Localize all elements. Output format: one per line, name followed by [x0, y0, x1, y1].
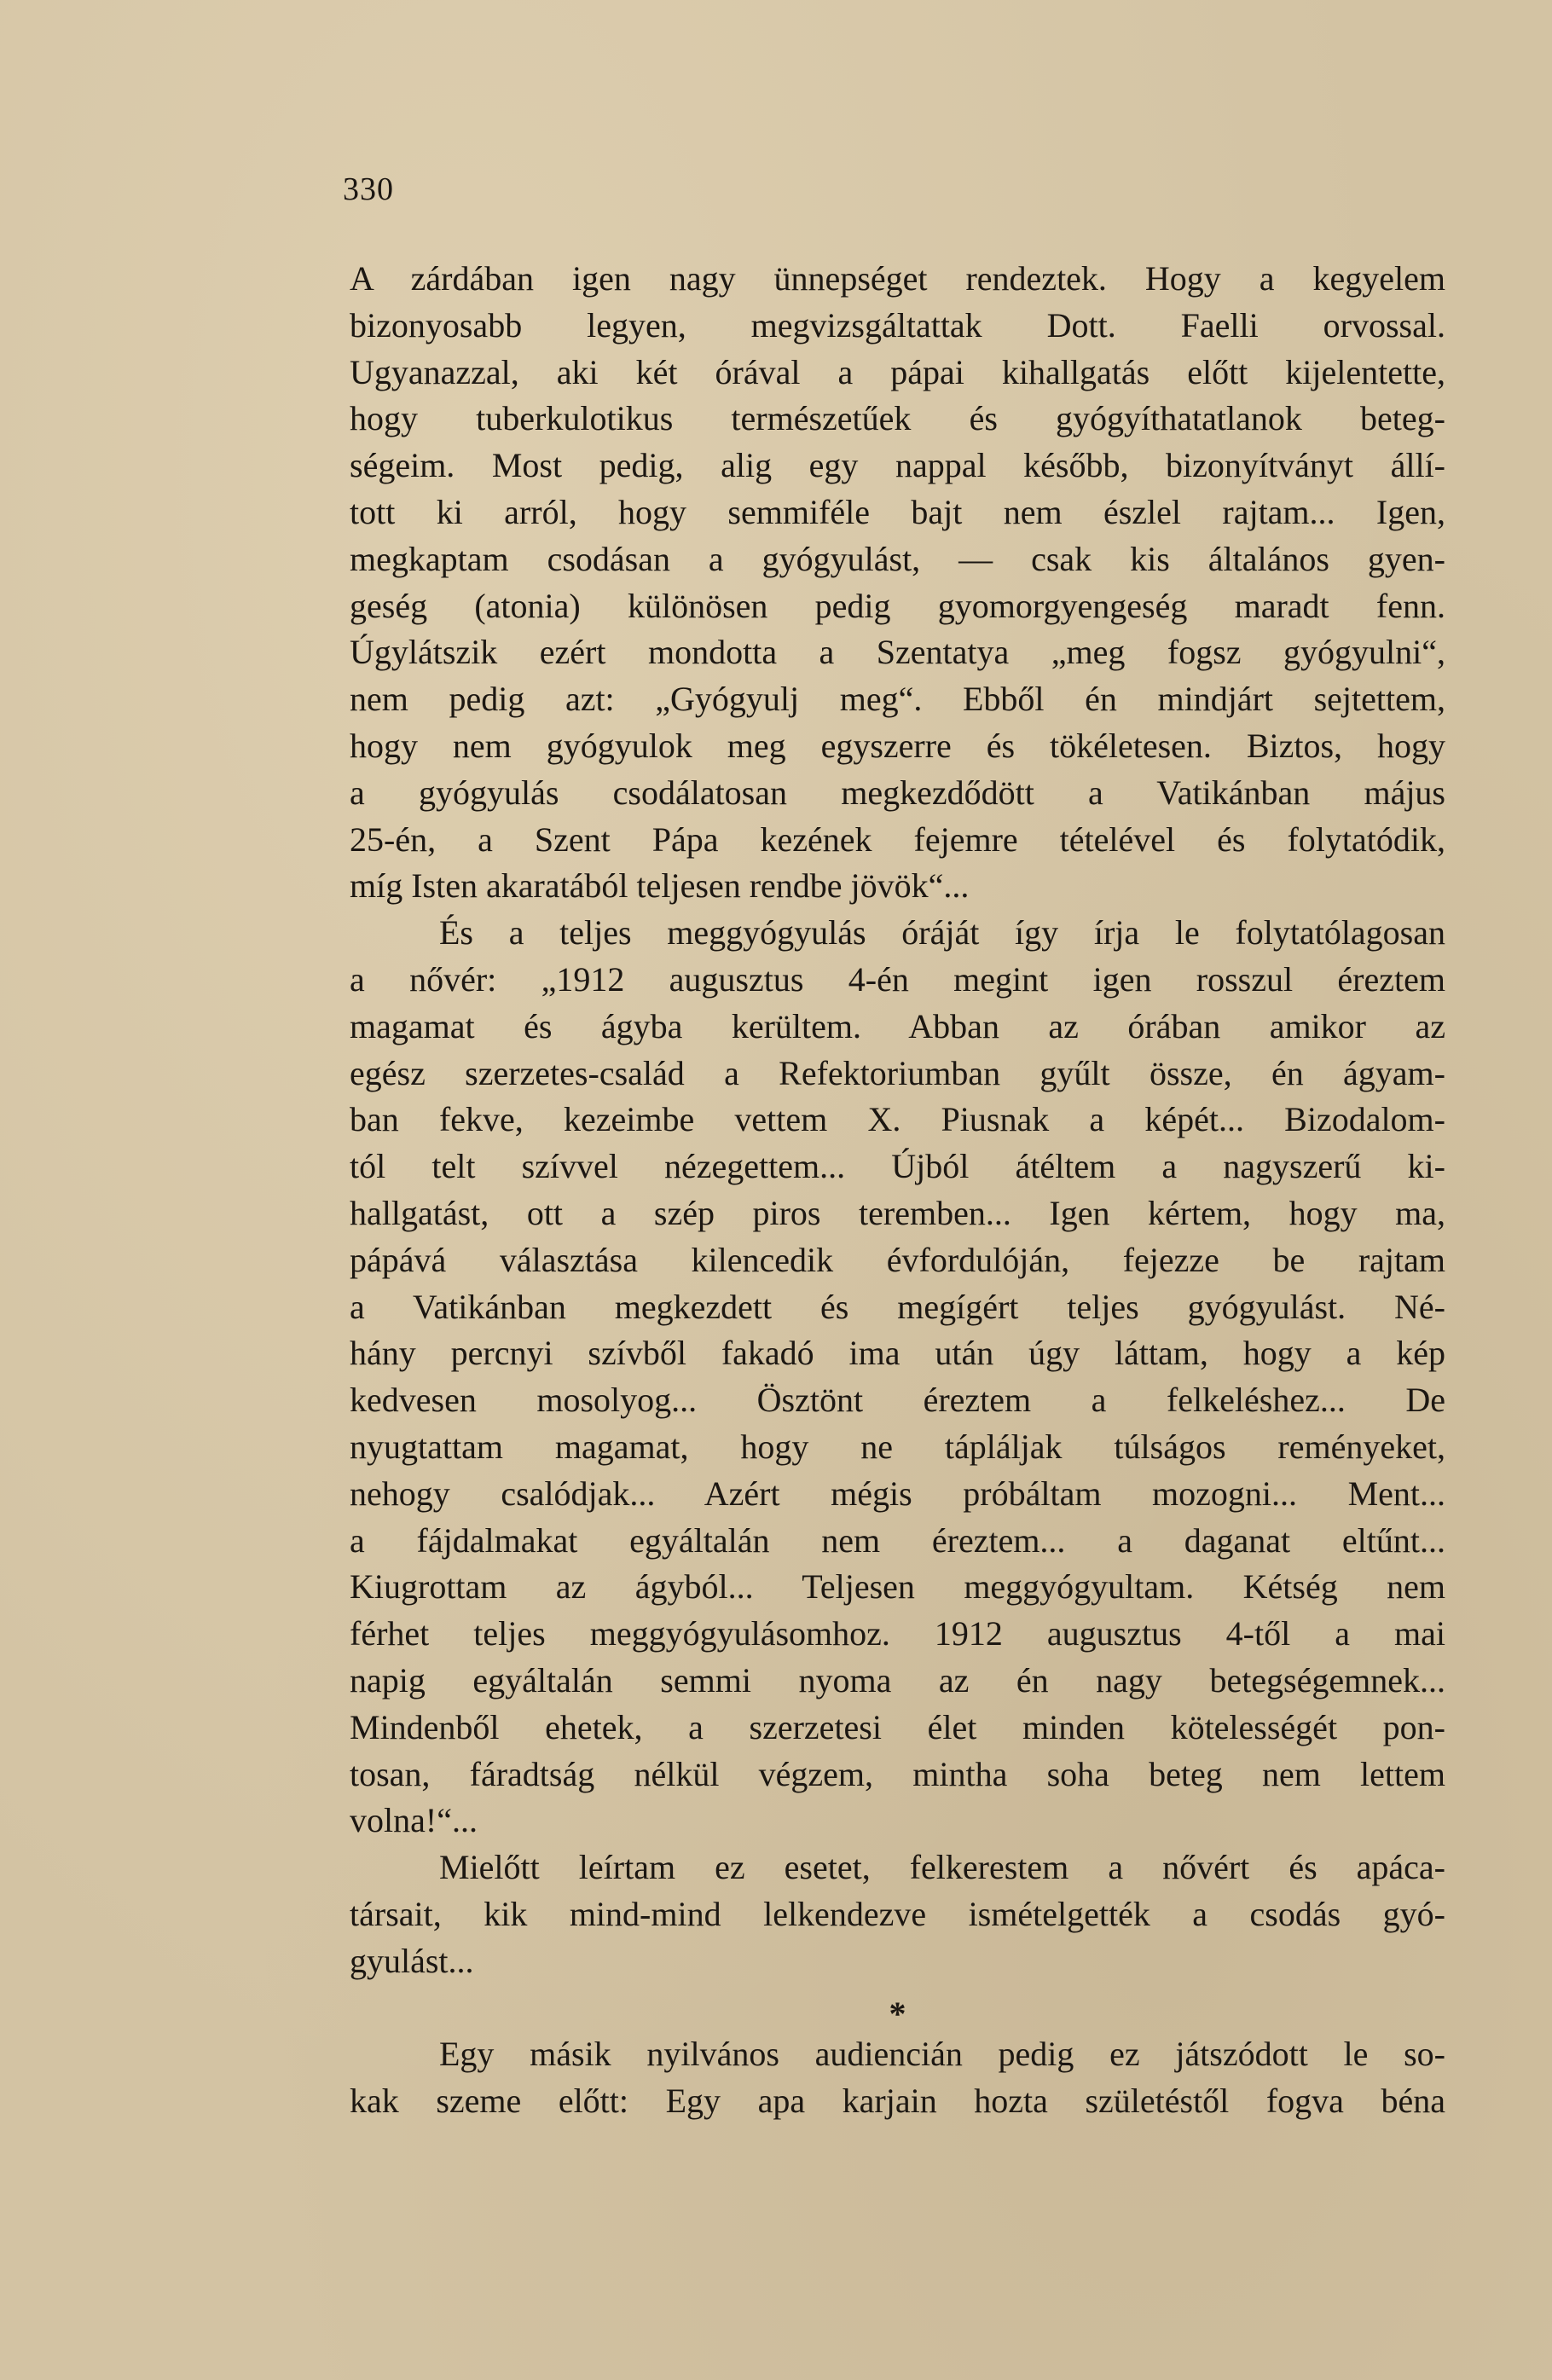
text-line: Ugyanazzal, aki két órával a pápai kihallgatás előtt kijelentette,	[350, 352, 1445, 391]
text-line: pápává választása kilencedik évfordulóján, fejezze be rajtam	[350, 1240, 1445, 1279]
text-line: hogy nem gyógyulok meg egyszerre és tökéletesen. Biztos, hogy	[350, 726, 1445, 765]
text-line: ségeim. Most pedig, alig egy nappal később, bizonyítványt állí-	[350, 446, 1445, 485]
text-line: Mielőtt leírtam ez esetet, felkerestem a nővért és apáca-	[439, 1848, 1445, 1887]
text-line: férhet teljes meggyógyulásomhoz. 1912 augusztus 4-től a mai	[350, 1614, 1445, 1653]
section-separator: *	[889, 1995, 906, 2034]
text-line: egész szerzetes-család a Refektoriumban gyűlt össze, én ágyam-	[350, 1053, 1445, 1092]
text-line: hány percnyi szívből fakadó ima után úgy láttam, hogy a kép	[350, 1334, 1445, 1373]
text-line: geség (atonia) különösen pedig gyomorgyengeség maradt fenn.	[350, 586, 1445, 625]
text-line: a fájdalmakat egyáltalán nem éreztem... a daganat eltűnt...	[350, 1520, 1445, 1560]
text-line: kedvesen mosolyog... Ösztönt éreztem a felkeléshez... De	[350, 1381, 1445, 1420]
text-line: Úgylátszik ezért mondotta a Szentatya „meg fogsz gyógyulni“,	[350, 633, 1445, 672]
text-line: nem pedig azt: „Gyógyulj meg“. Ebből én mindjárt sejtettem,	[350, 680, 1445, 719]
text-line: gyulást...	[350, 1941, 474, 1980]
text-line: volna!“...	[350, 1801, 478, 1840]
text-line: bizonyosabb legyen, megvizsgáltattak Dott. Faelli orvossal.	[350, 305, 1445, 345]
text-line: a nővér: „1912 augusztus 4-én megint igen rosszul éreztem	[350, 959, 1445, 999]
text-line: tosan, fáradtság nélkül végzem, mintha soha beteg nem lettem	[350, 1754, 1445, 1793]
text-line: hogy tuberkulotikus természetűek és gyógyíthatatlanok beteg-	[350, 399, 1445, 438]
text-line: A zárdában igen nagy ünnepséget rendeztek. Hogy a kegyelem	[350, 259, 1445, 298]
body-text	[350, 256, 1445, 2125]
text-line: Kiugrottam az ágyból... Teljesen meggyógyultam. Kétség nem	[350, 1567, 1445, 1607]
text-line: nyugtattam magamat, hogy ne tápláljak túlságos reményeket,	[350, 1427, 1445, 1466]
text-line: magamat és ágyba kerültem. Abban az órában amikor az	[350, 1006, 1445, 1045]
text-line: 25-én, a Szent Pápa kezének fejemre tételével és folytatódik,	[350, 819, 1445, 859]
text-line: napig egyáltalán semmi nyoma az én nagy betegségemnek...	[350, 1660, 1445, 1700]
text-line: Mindenből ehetek, a szerzetesi élet minden kötelességét pon-	[350, 1707, 1445, 1746]
text-line: nehogy csalódjak... Azért mégis próbáltam mozogni... Ment...	[350, 1474, 1445, 1513]
text-line: megkaptam csodásan a gyógyulást, — csak kis általános gyen-	[350, 539, 1445, 578]
text-line: tott ki arról, hogy semmiféle bajt nem észlel rajtam... Igen,	[350, 492, 1445, 531]
text-line: míg Isten akaratából teljesen rendbe jövök“...	[350, 866, 970, 906]
text-line: tól telt szívvel nézegettem... Újból átéltem a nagyszerű ki-	[350, 1147, 1445, 1186]
page-number: 330	[343, 171, 394, 207]
text-line: ban fekve, kezeimbe vettem X. Piusnak a képét... Bizodalom-	[350, 1100, 1445, 1139]
text-line: És a teljes meggyógyulás óráját így írja le folytatólagosan	[439, 913, 1445, 953]
text-line: a Vatikánban megkezdett és megígért teljes gyógyulást. Né-	[350, 1287, 1445, 1326]
text-line: kak szeme előtt: Egy apa karjain hozta születéstől fogva béna	[350, 2082, 1445, 2121]
text-line: társait, kik mind-mind lelkendezve ismételgették a csodás gyó-	[350, 1894, 1445, 1933]
text-line: a gyógyulás csodálatosan megkezdődött a Vatikánban május	[350, 773, 1445, 812]
text-line: Egy másik nyilvános audiencián pedig ez játszódott le so-	[439, 2035, 1445, 2074]
text-line: hallgatást, ott a szép piros teremben... Igen kértem, hogy ma,	[350, 1193, 1445, 1232]
